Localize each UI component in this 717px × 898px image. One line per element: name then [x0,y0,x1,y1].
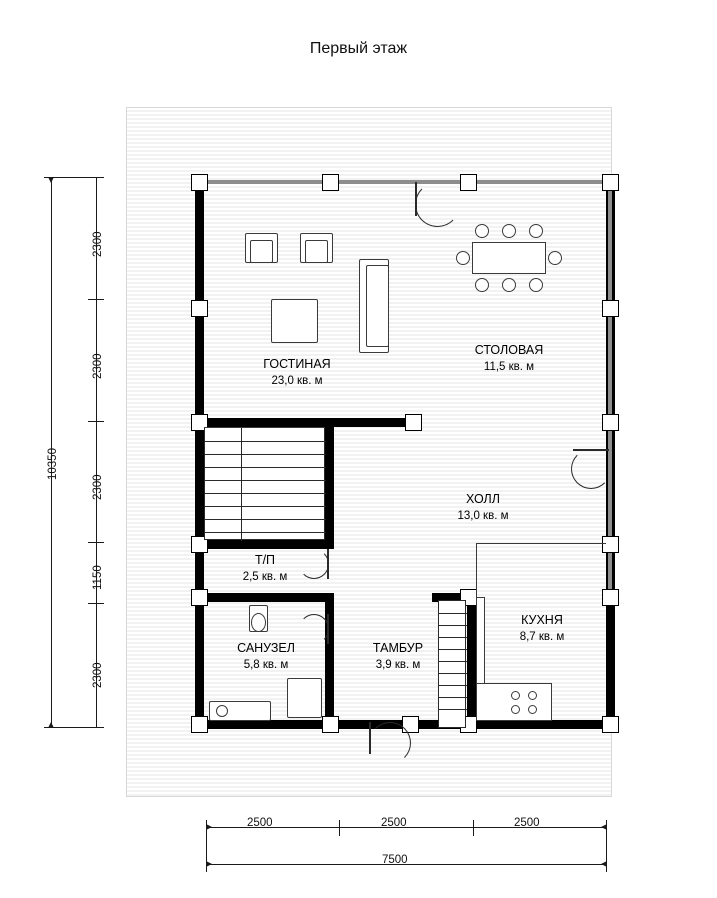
armchair-1-seat [250,240,273,263]
stove-burner-3 [511,705,520,714]
dim-ext-h3 [473,820,474,836]
dim-vert-seg-3: 2300 [92,474,104,500]
dim-vert-total: 10350 [47,448,59,480]
dining-chair-8 [548,251,562,265]
dining-chair-4 [475,278,489,292]
wall-living-south [195,418,414,427]
dim-ext-2 [88,299,104,300]
room-label-boiler [205,552,325,586]
post-e3 [602,536,619,553]
page-title: Первый этаж [309,40,408,57]
room-area: 11,5 кв. м [483,361,535,373]
toilet-bowl [251,613,266,632]
stove-burner-4 [528,705,537,714]
dim-ext-4 [88,542,104,543]
room-area: 5,8 кв. м [243,659,289,671]
dim-ext-5 [88,603,104,604]
wall-kitchen-west [467,593,476,729]
room-name: ГОСТИНАЯ [263,357,331,371]
dim-horz-seg-3: 2500 [514,817,540,829]
dining-chair-6 [529,278,543,292]
wall-boiler-south [195,593,334,602]
stove-burner-2 [528,691,537,700]
dim-horz-seg-2: 2500 [381,817,407,829]
room-label-living [237,356,357,390]
dim-ext-3 [88,421,104,422]
sink [216,705,228,717]
dining-chair-3 [529,224,543,238]
room-area: 2,5 кв. м [242,571,288,583]
dining-chair-5 [502,278,516,292]
dim-vert-seg-5: 2300 [92,662,104,688]
wall-top [195,180,615,184]
wall-stairs-east [325,418,334,543]
door-north-arc [415,182,460,227]
dim-vert-inner-line [96,177,97,728]
dining-chair-1 [475,224,489,238]
dim-horz-seg-1: 2500 [247,817,273,829]
post-mid-stairs [405,414,422,431]
room-label-bath [206,640,326,674]
post-s1 [322,716,339,733]
dim-vert-seg-1: 2300 [92,231,104,257]
post-e2 [602,414,619,431]
room-name: Т/П [254,553,276,567]
post-w4 [191,589,208,606]
wall-left [195,178,204,729]
dining-table [472,242,546,274]
room-label-tambour [338,640,458,674]
dim-vert-seg-2: 2300 [92,353,104,379]
room-label-kitchen [482,612,602,646]
room-name: САНУЗЕЛ [237,641,295,655]
room-area: 8,7 кв. м [519,631,565,643]
room-label-hall [423,491,543,525]
room-name: СТОЛОВАЯ [474,343,544,357]
post-e4 [602,589,619,606]
armchair-2-seat [305,240,328,263]
stair-handrail [241,428,242,541]
post-se [602,716,619,733]
kitchen-counter-bottom [476,683,552,721]
room-area: 23,0 кв. м [271,375,323,387]
wall-right-upper [608,180,612,590]
coffee-table [271,299,318,343]
kitchen-hall-line-v [476,543,477,597]
kitchen-hall-line [476,543,606,544]
dim-horz-total: 7500 [382,854,408,866]
floor-plan-canvas [126,107,612,797]
post-ne [602,174,619,191]
door-south-arc [369,722,411,764]
dim-ext-h2 [339,820,340,836]
post-e1 [602,300,619,317]
dining-chair-7 [456,251,470,265]
stove-burner-1 [511,691,520,700]
dim-vert-seg-4: 1150 [92,565,104,590]
room-name: ТАМБУР [372,641,424,655]
staircase [204,427,325,540]
room-area: 13,0 кв. м [457,510,509,522]
stair-landing-edge [204,427,325,428]
post-n1 [322,174,339,191]
room-area: 3,9 кв. м [375,659,421,671]
wall-boiler-north [195,540,334,549]
door-east-arc [571,449,611,489]
room-label-dining [449,342,569,376]
room-name: КУХНЯ [521,613,563,627]
dining-chair-2 [502,224,516,238]
post-sw [191,716,208,733]
post-w1 [191,300,208,317]
post-nw [191,174,208,191]
shower-tray [287,678,322,718]
sofa-seat [366,265,389,347]
room-name: ХОЛЛ [466,492,500,506]
post-n2 [460,174,477,191]
